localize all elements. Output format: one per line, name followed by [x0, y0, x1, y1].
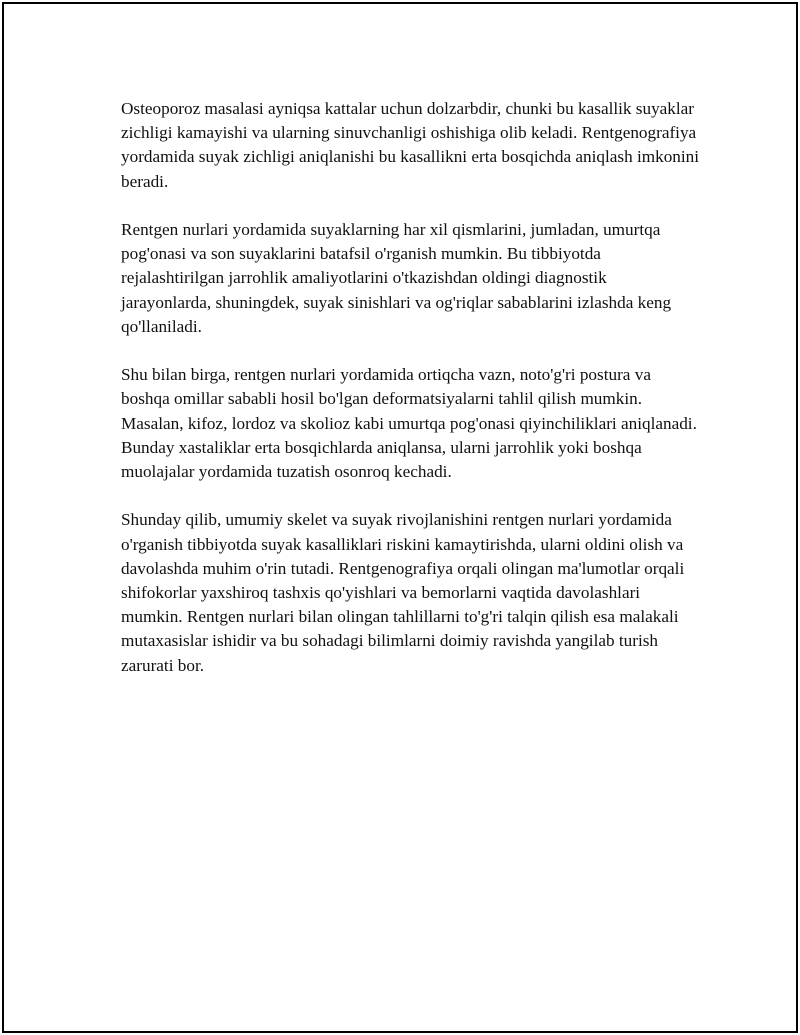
paragraph-osteoporosis: Osteoporoz masalasi ayniqsa kattalar uchun dolzarbdir, chunki bu kasallik suyaklar zichligi kamayishi va ularning sinuvchanligi oshishiga olib keladi. Rentgenografiya yordamida suyak zichligi aniqlanishi bu kasallikni erta bosqichda aniqlash imkonini beradi.: [121, 99, 700, 191]
paragraph-deformities: Shu bilan birga, rentgen nurlari yordamida ortiqcha vazn, noto'g'ri postura va boshqa omillar sababli hosil bo'lgan deformatsiyalarni tahlil qilish mumkin. Masalan, kifoz, lordoz va skolioz kabi umurtqa pog'onasi qiyinchiliklari aniqlanadi. Bunday xastaliklar erta bosqichlarda aniqlansa, ularni jarrohlik yoki boshqa muolajalar yordamida tuzatish osonroq kechadi.: [121, 365, 697, 482]
paragraph-conclusion: Shunday qilib, umumiy skelet va suyak rivojlanishini rentgen nurlari yordamida o'rganish tibbiyotda suyak kasalliklari riskini kamaytirishda, ularni oldini olish va davolashda muhim o'rin tutadi. Rentgenografiya orqali olingan ma'lumotlar orqali shifokorlar yaxshiroq tashxis qo'yishlari va bemorlarni vaqtida davolashlari mumkin. Rentgen nurlari bilan olingan tahlillarni to'g'ri talqin qilish esa malakali mutaxasislar ishidir va bu sohadagi bilimlarni doimiy ravishda yangilab turish zarurati bor.: [121, 510, 685, 675]
paragraph-xray-bone-study: Rentgen nurlari yordamida suyaklarning har xil qismlarini, jumladan, umurtqa pog'onasi va son suyaklarini batafsil o'rganish mumkin. Bu tibbiyotda rejalashtirilgan jarrohlik amaliyotlarini o'tkazishdan oldingi diagnostik jarayonlarda, shuningdek, suyak sinishlari va og'riqlar sabablarini izlashda keng qo'llaniladi.: [121, 220, 672, 336]
page-frame: [2, 2, 798, 1033]
document-body: [121, 97, 701, 702]
